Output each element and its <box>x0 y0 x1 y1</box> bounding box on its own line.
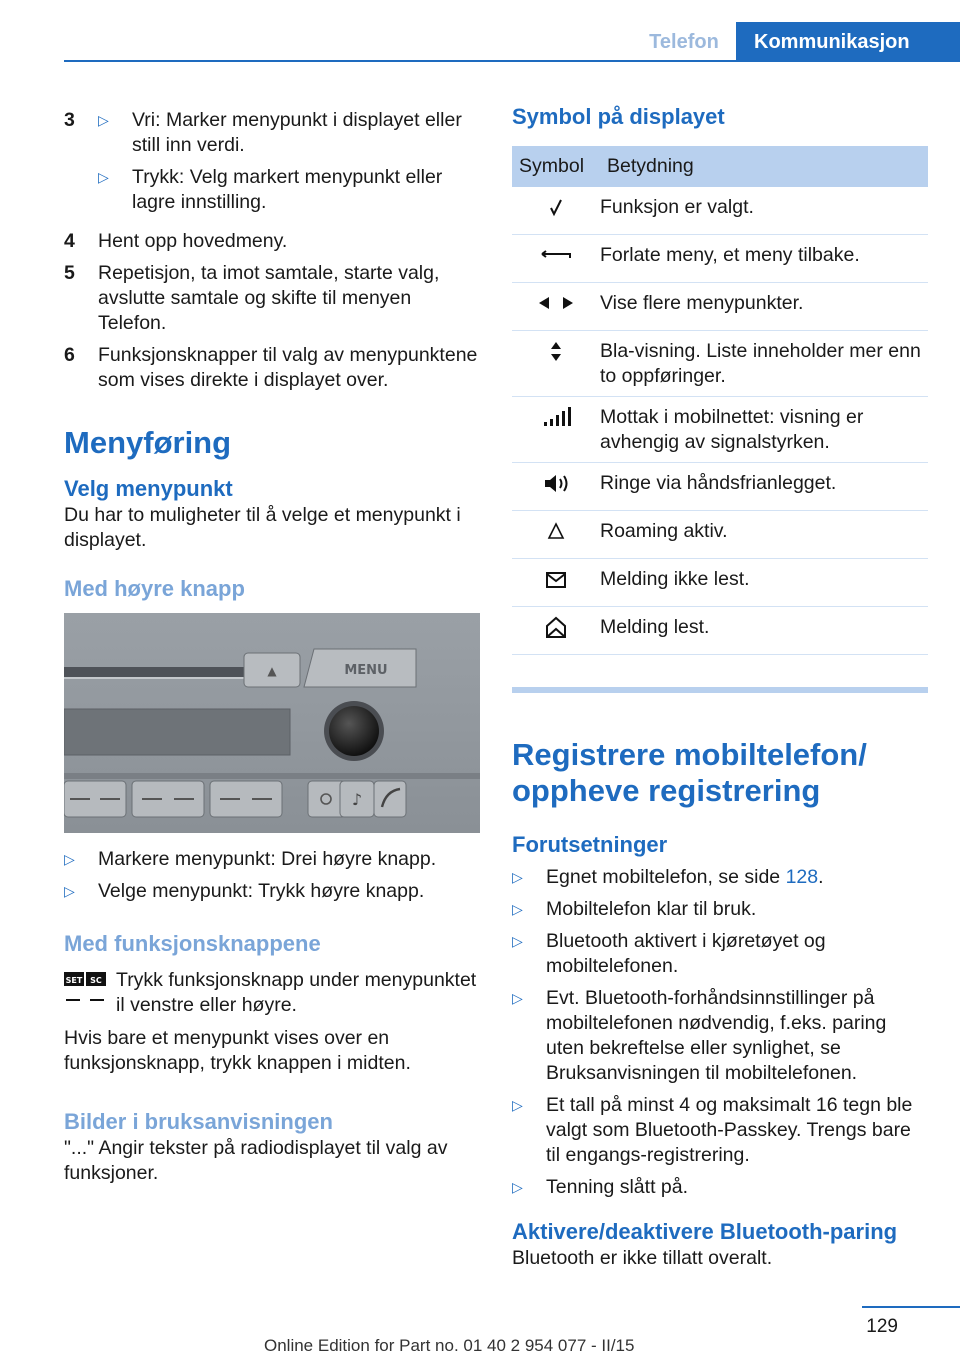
funksjon-paragraph <box>64 968 480 1018</box>
table-header-row <box>512 146 928 187</box>
closed-envelope-icon <box>536 567 576 592</box>
item-text: Hent opp hovedmeny. <box>98 230 288 252</box>
list-item <box>512 865 928 890</box>
eject-icon: ▲ <box>267 664 277 678</box>
back-arrow-icon <box>536 243 576 268</box>
header-divider <box>64 60 960 62</box>
paring-paragraph: Bluetooth er ikke tillatt overalt. <box>512 1247 773 1269</box>
column-header-betydning: Betydning <box>600 146 928 187</box>
signal-bars-icon <box>536 405 576 430</box>
open-envelope-icon <box>536 615 576 640</box>
list-item <box>512 897 928 922</box>
table-row <box>512 331 928 397</box>
item-number: 3 <box>64 109 75 131</box>
symbol-table <box>512 146 928 655</box>
subheading-bilder: Bilder i bruksanvisningen <box>64 1109 333 1134</box>
funksjon-paragraph-2: Hvis bare et menypunkt vises over en funksjonsknapp, trykk knappen i midten. <box>64 1027 411 1074</box>
list-item-text: Vri: Marker menypunkt i displayet eller still inn verdi. <box>132 109 462 156</box>
table-row <box>512 559 928 607</box>
triangle-bullet-icon: ▷ <box>512 901 523 917</box>
speaker-icon <box>536 471 576 496</box>
table-row <box>512 283 928 331</box>
triangle-bullet-icon: ▷ <box>98 112 109 128</box>
list-item-text: Bluetooth aktivert i kjøretøyet og mobiltelefonen. <box>546 930 826 977</box>
table-cell: Forlate meny, et meny tilbake. <box>600 235 928 283</box>
subheading-funksjonsknappene: Med funksjonsknappene <box>64 931 321 956</box>
list-item-text: Et tall på minst 4 og maksimalt 16 tegn ble valgt som Bluetooth-Passkey. Trengs bare til engangs-registrering. <box>546 1094 913 1166</box>
numbered-item-6 <box>64 343 480 393</box>
list-item-text: Markere menypunkt: Drei høyre knapp. <box>98 848 437 870</box>
symbol-table-title: Symbol på displayet <box>512 104 725 129</box>
item-number: 5 <box>64 262 75 284</box>
subsection-title-forutsetninger: Forutsetninger <box>512 832 668 857</box>
item-text: Repetisjon, ta imot samtale, starte valg, avslutte samtale og skifte til menyen Telefon. <box>98 262 440 334</box>
page-number: 129 <box>866 1316 898 1337</box>
svg-text:SET: SET <box>65 976 83 985</box>
triangle-icon <box>536 519 576 544</box>
triangle-bullet-icon: ▷ <box>512 1097 523 1113</box>
list-item <box>512 929 928 979</box>
svg-text:♪: ♪ <box>351 790 363 809</box>
subheading-hoyre-knapp: Med høyre knapp <box>64 576 245 601</box>
triangle-bullet-icon: ▷ <box>98 169 109 185</box>
list-item-text: Evt. Bluetooth-forhåndsinnstillinger på mobiltelefonen nødvendig, f.eks. paring uten bekreftelse eller synlighet, se Bruksanvisningen til mobiltelefonen. <box>546 987 887 1084</box>
item-number: 4 <box>64 230 75 252</box>
up-down-arrows-icon <box>536 339 576 364</box>
table-cell: Roaming aktiv. <box>600 511 928 559</box>
subsection-title-velg: Velg menypunkt <box>64 476 233 501</box>
table-cell: Mottak i mobilnettet: visning er avhengig av signalstyrken. <box>600 397 928 463</box>
table-cell: Ringe via håndsfrianlegget. <box>600 463 928 511</box>
table-cell: Melding lest. <box>600 607 928 655</box>
list-item-text: Velge menypunkt: Trykk høyre knapp. <box>98 880 425 902</box>
column-header-symbol: Symbol <box>512 146 600 187</box>
triangle-bullet-icon: ▷ <box>512 990 523 1006</box>
triangle-bullet-icon: ▷ <box>512 933 523 949</box>
triangle-bullet-icon: ▷ <box>64 851 75 867</box>
list-item-text: Tenning slått på. <box>546 1176 689 1198</box>
item-number: 6 <box>64 344 75 366</box>
list-item-text: Trykk: Velg markert menypunkt eller lagre innstilling. <box>132 166 443 213</box>
page-link-128[interactable]: 128 <box>785 866 819 888</box>
list-item <box>98 108 480 158</box>
table-cell: Bla-visning. Liste inneholder mer enn to oppføringer. <box>600 331 928 397</box>
table-row <box>512 607 928 655</box>
list-item-text: Egnet mobiltelefon, se side 128. <box>546 866 824 888</box>
numbered-item-4 <box>64 229 480 254</box>
list-item <box>98 165 480 215</box>
function-buttons-icon <box>64 972 106 1010</box>
velg-paragraph: Du har to muligheter til å velge et menypunkt i displayet. <box>64 504 461 551</box>
footer-divider <box>862 1306 960 1308</box>
table-row <box>512 511 928 559</box>
footer-edition-text: Online Edition for Part no. 01 40 2 954 077 - II/15 <box>264 1336 635 1355</box>
list-item-text: Mobiltelefon klar til bruk. <box>546 898 757 920</box>
table-row <box>512 187 928 235</box>
list-item <box>512 986 928 1086</box>
list-item <box>64 847 480 872</box>
section-title-menyforing: Menyføring <box>64 425 232 460</box>
table-cell: Vise flere menypunkter. <box>600 283 928 331</box>
menu-button-label: MENU <box>344 663 388 678</box>
numbered-item-5 <box>64 261 480 336</box>
table-cell: Funksjon er valgt. <box>600 187 928 235</box>
header-section-telefon[interactable]: Telefon <box>649 31 719 53</box>
list-item <box>64 879 480 904</box>
subsection-title-paring: Aktivere/deaktivere Bluetooth-paring <box>512 1219 898 1244</box>
table-row <box>512 235 928 283</box>
numbered-item-3 <box>64 108 480 222</box>
page-header <box>0 0 960 62</box>
radio-panel-illustration <box>64 613 480 833</box>
prerequisite-list <box>512 865 928 1200</box>
table-cell: Melding ikke lest. <box>600 559 928 607</box>
section-title-registrere: Registrere mobiltelefon/ oppheve registrering <box>512 737 867 808</box>
header-chapter-tab[interactable]: Kommunikasjon <box>736 22 960 62</box>
list-item <box>512 1093 928 1168</box>
table-row <box>512 463 928 511</box>
funksjon-text: Trykk funksjonsknapp under menypunktet il venstre eller høyre. <box>116 969 477 1016</box>
left-right-arrows-icon <box>536 291 576 316</box>
table-row <box>512 397 928 463</box>
triangle-bullet-icon: ▷ <box>64 883 75 899</box>
triangle-bullet-icon: ▷ <box>512 869 523 885</box>
list-item <box>512 1175 928 1200</box>
triangle-bullet-icon: ▷ <box>512 1179 523 1195</box>
right-column <box>512 100 928 1271</box>
bilder-paragraph: "..." Angir tekster på radiodisplayet til valg av funksjoner. <box>64 1137 448 1184</box>
svg-text:SC: SC <box>90 976 102 985</box>
left-column <box>64 108 480 1186</box>
item-text: Funksjonsknapper til valg av menypunktene som vises direkte i displayet over. <box>98 344 478 391</box>
checkmark-icon <box>536 195 576 220</box>
table-end-bar <box>512 687 928 693</box>
